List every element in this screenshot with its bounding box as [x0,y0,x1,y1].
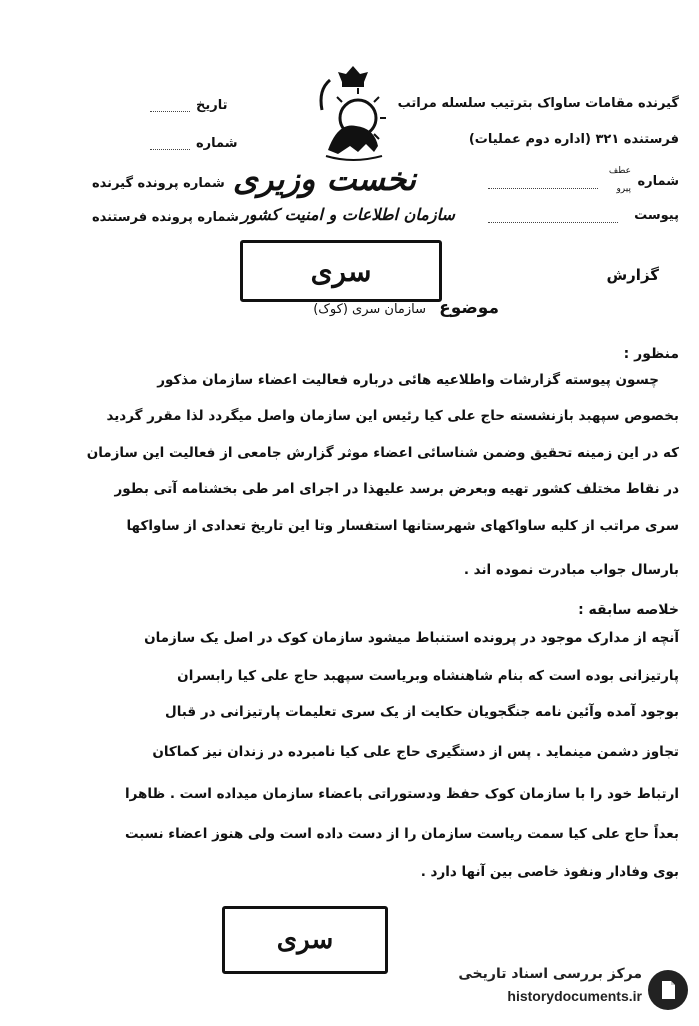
background-line: بوجود آمده وآئین نامه جنگجویان حکایت از یک سری تعلیمات پارتیزانی در قبال [164,704,679,720]
purpose-label: منظور : [623,346,679,362]
subject-row [313,298,499,318]
recipient-line: گیرنده مقامات ساواک بترتیب سلسله مراتب [397,96,679,111]
lion-and-sun-emblem [308,60,398,170]
number-prev-label: پیرو [616,184,631,194]
attachment-field-line [488,210,618,223]
watermark-logo-icon [648,970,688,1010]
purpose-line: بارسال جواب مبادرت نموده اند . [463,562,679,578]
purpose-line: سری مراتب از کلیه ساواکهای شهرستانها استفسار وتا این تاریخ تعدادی از ساواکها [126,518,679,534]
background-line: بوی وفادار ونفوذ خاصی بین آنها دارد . [420,864,679,880]
number-label-right: شماره [637,174,679,189]
document-icon [656,978,680,1002]
sender-file-label: شماره پرونده فرستنده [92,210,239,225]
background-line: آنچه از مدارک موجود در پرونده استنباط میشود سازمان کوک در اصل یک سازمان [144,630,679,646]
number-field-line [488,176,598,189]
recipient-file-label: شماره پرونده گیرنده [92,176,225,191]
classified-stamp-text: سری [276,925,334,955]
purpose-line: بخصوص سپهبد بازنشسته حاج علی کیا رئیس این سازمان واصل میگردد لذا مقرر گردید [106,408,679,424]
date-label: تاریخ [196,98,228,113]
purpose-line: در نقاط مختلف کشور تهیه وبعرض برسد علیهذا در اجرای امر طی بخشنامه آتی بطور [114,481,679,497]
purpose-line: که در این زمینه تحقیق وضمن شناسائی اعضاء موثر گزارش جامعی از فعالیت این سازمان [86,445,679,461]
report-label: گزارش [606,266,659,284]
classified-stamp-top [240,240,442,302]
watermark-text-en: historydocuments.ir [507,988,642,1004]
background-line: پارتیزانی بوده است که بنام شاهنشاه وبریاست سپهبد حاج علی کیا رابسران [177,668,679,684]
subject-label: موضوع [439,298,499,318]
sender-line: فرستنده ۳۲۱ (اداره دوم عملیات) [468,132,679,147]
watermark [420,960,690,1020]
number-field-line-left [150,137,190,150]
background-label: خلاصه سابقه : [578,602,679,618]
letterhead-subtitle: سازمان اطلاعات و امنیت کشور [241,205,455,224]
number-label-left: شماره [196,136,238,151]
letterhead-title: نخست وزیری [232,160,416,198]
subject-text: سازمان سری (کوک) [313,302,427,317]
background-line: تجاوز دشمن مینماید . پس از دستگیری حاج علی کیا نامبرده در زندان نیز کماکان [152,744,679,760]
background-line: ارتباط خود را با سازمان کوک حفظ ودستوراتی باعضاء سازمان میداده است . ظاهرا [124,786,679,802]
attachment-label: پیوست [634,208,679,223]
background-line: بعداً حاج علی کیا سمت ریاست سازمان را از دست داده است ولی هنوز اعضاء نسبت [124,826,679,842]
classified-stamp-bottom [222,906,388,974]
classified-stamp-text: سری [310,254,372,288]
date-field-line [150,99,190,112]
watermark-text-fa: مرکز بررسی اسناد تاریخی [458,966,642,982]
number-ref-label: عطف [608,166,631,176]
purpose-line: چسون پیوسته گزارشات واطلاعیه هائی درباره فعالیت اعضاء سازمان مذکور [157,372,659,388]
